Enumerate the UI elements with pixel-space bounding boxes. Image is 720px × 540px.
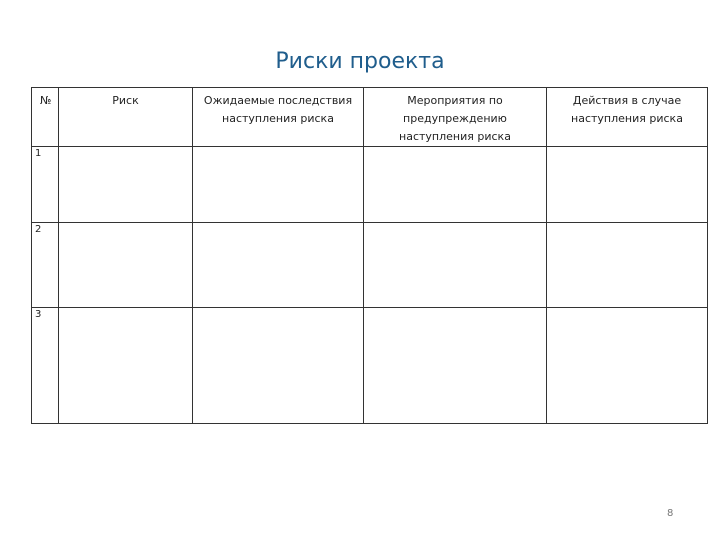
- header-number: №: [32, 88, 59, 147]
- prevention-cell: [364, 308, 547, 424]
- table-row: [32, 223, 708, 308]
- consequences-cell: [193, 308, 364, 424]
- table-row: [32, 308, 708, 424]
- actions-cell: [547, 308, 708, 424]
- table-row: [32, 147, 708, 223]
- consequences-cell: [193, 223, 364, 308]
- header-actions-on-occurrence: Действия в случае наступления риска: [547, 88, 708, 147]
- row-number-cell: 2: [32, 223, 59, 308]
- header-expected-consequences: Ожидаемые последствия наступления риска: [193, 88, 364, 147]
- consequences-cell: [193, 147, 364, 223]
- prevention-cell: [364, 223, 547, 308]
- header-prevention-measures: Мероприятия по предупреждению наступления риска: [364, 88, 547, 147]
- slide-title: Риски проекта: [275, 49, 445, 74]
- table-header-row: [32, 88, 708, 147]
- actions-cell: [547, 223, 708, 308]
- row-number-cell: 3: [32, 308, 59, 424]
- header-risk: Риск: [59, 88, 193, 147]
- prevention-cell: [364, 147, 547, 223]
- risk-cell: [59, 223, 193, 308]
- actions-cell: [547, 147, 708, 223]
- risk-cell: [59, 308, 193, 424]
- risk-table: [31, 87, 708, 424]
- row-number-cell: 1: [32, 147, 59, 223]
- risk-cell: [59, 147, 193, 223]
- page-number: 8: [667, 508, 674, 519]
